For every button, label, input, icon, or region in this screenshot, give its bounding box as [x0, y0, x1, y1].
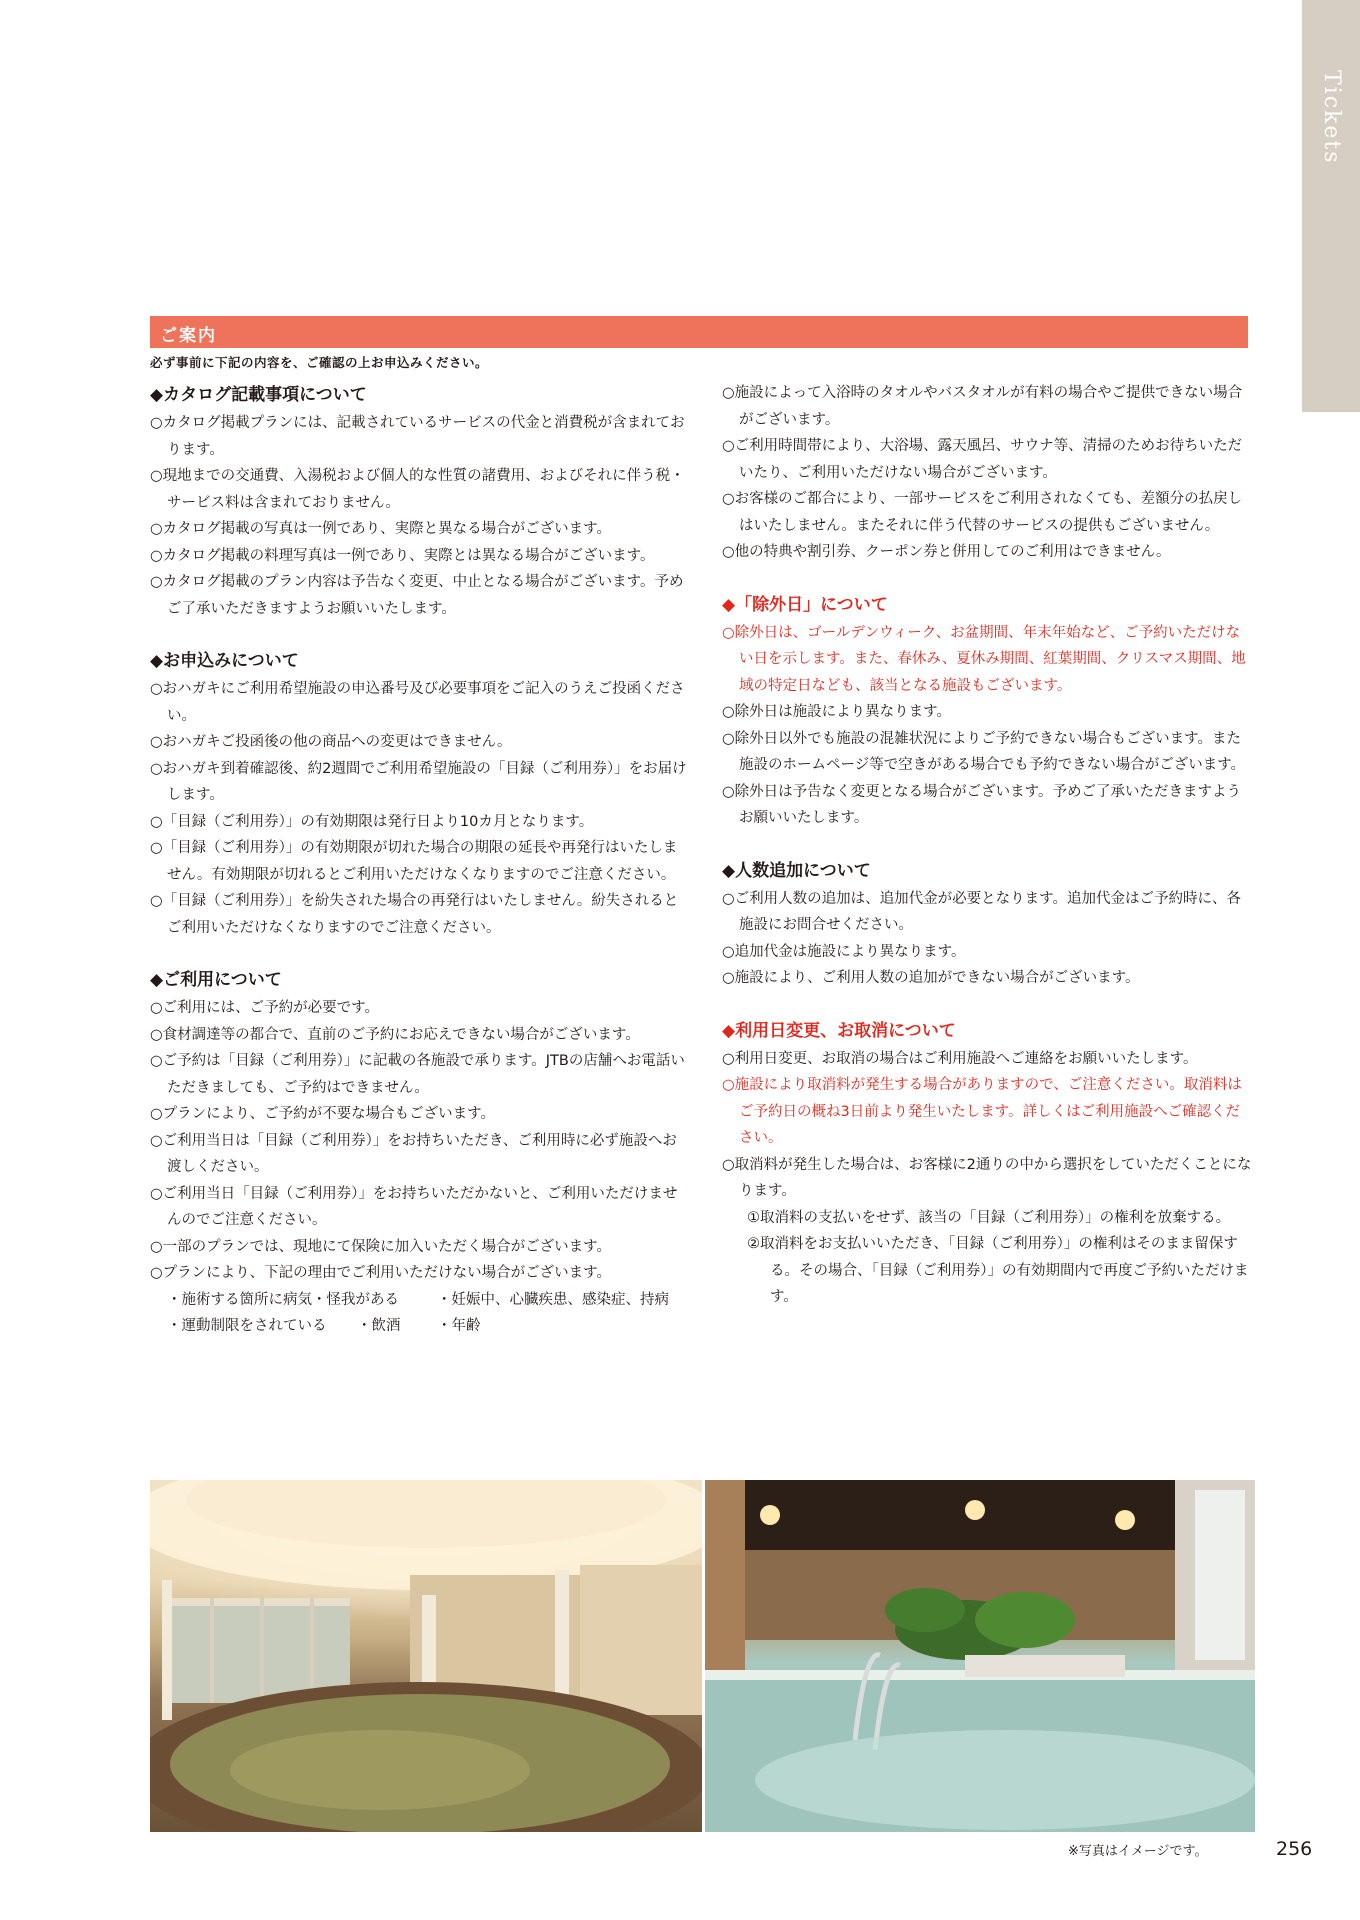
- condition-item: ・飲酒: [357, 1318, 401, 1334]
- list-item: ○ご予約は「目録（ご利用券）」に記載の各施設で承ります。JTBの店舗へお電話いただきましても、ご予約はできません。: [150, 1053, 685, 1096]
- list-item: ○ご利用当日は「目録（ご利用券）」をお持ちいただき、ご利用時に必ず施設へお渡しください。: [150, 1132, 677, 1175]
- list-item: ○現地までの交通費、入湯税および個人的な性質の諸費用、およびそれに伴う税・サービス料は含まれておりません。: [150, 468, 685, 511]
- section-heading-usage: ◆ご利用について: [150, 970, 282, 990]
- conditions-row: [150, 1313, 690, 1340]
- sub-item: ①取消料の支払いをせず、該当の「目録（ご利用券）」の権利を放棄する。: [747, 1209, 1231, 1226]
- condition-item: ・運動制限をされている: [167, 1318, 327, 1334]
- list-item-highlight: ○除外日は、ゴールデンウィーク、お盆期間、年末年始など、ご予約いただけない日を示します。また、春休み、夏休み期間、紅葉期間、クリスマス期間、地域の特定日なども、該当となる施設もございます。: [722, 624, 1246, 694]
- left-column: [150, 380, 690, 1340]
- list-item: ○プランにより、ご予約が不要な場合もございます。: [150, 1106, 495, 1122]
- sub-item: ②取消料をお支払いいただき、「目録（ご利用券）」の権利はそのまま留保する。その場合、「目録（ご利用券）」の有効期間内で再度ご予約いただけます。: [747, 1236, 1249, 1305]
- notice-header-bar: [150, 316, 1248, 348]
- list-item-highlight: ○施設により取消料が発生する場合がありますので、ご注意ください。取消料はご予約日の概ね3日前より発生いたします。詳しくはご利用施設へご確認ください。: [722, 1077, 1242, 1146]
- list-item: ○利用日変更、お取消の場合はご利用施設へご連絡をお願いいたします。: [722, 1050, 1198, 1067]
- list-item: ○追加代金は施設により異なります。: [722, 943, 966, 960]
- list-item: ○一部のプランでは、現地にて保険に加入いただく場合がございます。: [150, 1238, 611, 1255]
- condition-item: ・施術する箇所に病気・怪我がある: [167, 1291, 399, 1308]
- condition-item: ・年齢: [437, 1318, 481, 1334]
- list-item: ○他の特典や割引券、クーポン券と併用してのご利用はできません。: [722, 544, 1171, 560]
- list-item: ○おハガキにご利用希望施設の申込番号及び必要事項をご記入のうえご投函ください。: [150, 681, 685, 724]
- list-item: ○ご利用人数の追加は、追加代金が必要となります。追加代金はご予約時に、各施設にお問合せください。: [722, 890, 1241, 933]
- section-heading-application: ◆お申込みについて: [150, 651, 299, 671]
- list-item: ○カタログ掲載のプラン内容は予告なく変更、中止となる場合がございます。予めご了承いただきますようお願いいたします。: [150, 574, 684, 617]
- condition-item: ・妊娠中、心臓疾患、感染症、持病: [437, 1291, 669, 1308]
- section-heading-additional-people: ◆人数追加について: [722, 860, 871, 881]
- page-number: 256: [1276, 1838, 1313, 1860]
- list-item: ○除外日は施設により異なります。: [722, 704, 951, 720]
- section-heading-change-cancel: ◆利用日変更、お取消について: [722, 1020, 956, 1041]
- side-tab-label: Tickets: [1319, 70, 1344, 165]
- photo-caption: ※写真はイメージです。: [1068, 1844, 1208, 1859]
- list-item: ○除外日以外でも施設の混雑状況によりご予約できない場合もございます。また施設のホームページ等で空きがある場合でも予約できない場合がございます。: [722, 730, 1246, 773]
- list-item: ○おハガキご投函後の他の商品への変更はできません。: [150, 734, 512, 750]
- list-item: ○ご利用時間帯により、大浴場、露天風呂、サウナ等、清掃のためお待ちいただいたり、ご利用いただけない場合がございます。: [722, 438, 1243, 481]
- list-item: ○ご利用当日「目録（ご利用券）」をお持ちいただかないと、ご利用いただけませんのでご注意ください。: [150, 1185, 678, 1228]
- notice-intro: 必ず事前に下記の内容を、ご確認の上お申込みください。: [150, 355, 489, 370]
- notice-title: ご案内: [160, 326, 217, 346]
- conditions-row: [150, 1287, 690, 1314]
- list-item: ○施設により、ご利用人数の追加ができない場合がございます。: [722, 970, 1140, 986]
- list-item: ○「目録（ご利用券）」を紛失された場合の再発行はいたしません。紛失されるとご利用いただけなくなりますのでご注意ください。: [150, 893, 679, 936]
- list-item: ○「目録（ご利用券）」の有効期限が切れた場合の期限の延長や再発行はいたしません。有効期限が切れるとご利用いただけなくなりますのでご注意ください。: [150, 840, 678, 883]
- list-item: ○お客様のご都合により、一部サービスをご利用されなくても、差額分の払戻しはいたしません。またそれに伴う代替のサービスの提供もございません。: [722, 491, 1243, 534]
- bath-photo-left: [150, 1480, 702, 1832]
- list-item: ○おハガキ到着確認後、約2週間でご利用希望施設の「目録（ご利用券）」をお届けします。: [150, 760, 687, 803]
- section-heading-excluded-days: ◆「除外日」について: [722, 594, 888, 615]
- list-item: ○プランにより、下記の理由でご利用いただけない場合がございます。: [150, 1265, 611, 1281]
- bath-photo-right-illustration: [705, 1480, 1255, 1832]
- list-item: ○カタログ掲載の写真は一例であり、実際と異なる場合がございます。: [150, 521, 611, 537]
- bath-photo-left-illustration: [150, 1480, 702, 1832]
- bath-photo-right: [705, 1480, 1255, 1832]
- right-column: [722, 380, 1252, 1311]
- list-item: ○食材調達等の都合で、直前のご予約にお応えできない場合がございます。: [150, 1026, 640, 1043]
- list-item: ○カタログ掲載の料理写真は一例であり、実際とは異なる場合がございます。: [150, 547, 655, 564]
- list-item: ○取消料が発生した場合は、お客様に2通りの中から選択をしていただくことになります。: [722, 1156, 1252, 1199]
- list-item: ○カタログ掲載プランには、記載されているサービスの代金と消費税が含まれております。: [150, 415, 685, 458]
- list-item: ○施設によって入浴時のタオルやバスタオルが有料の場合やご提供できない場合がございます。: [722, 385, 1243, 428]
- list-item: ○除外日は予告なく変更となる場合がございます。予めご了承いただきますようお願いいたします。: [722, 783, 1241, 826]
- list-item: ○ご利用には、ご予約が必要です。: [150, 1000, 379, 1016]
- section-heading-catalog: ◆カタログ記載事項について: [150, 385, 367, 405]
- side-tab: [1302, 0, 1360, 412]
- list-item: ○「目録（ご利用券）」の有効期限は発行日より10カ月となります。: [150, 813, 594, 830]
